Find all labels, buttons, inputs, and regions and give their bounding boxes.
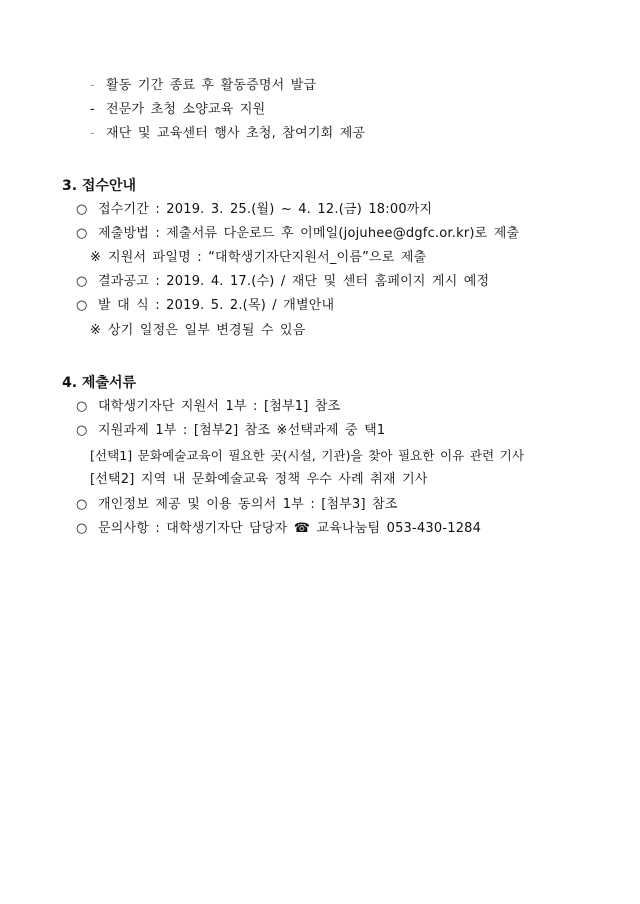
dash-bullet: - (90, 126, 95, 141)
dash-bullet: - (90, 78, 95, 93)
list-item (76, 422, 385, 440)
list-item (76, 297, 334, 315)
note-item (90, 249, 426, 267)
circle-bullet: ○ (76, 497, 88, 512)
circle-bullet: ○ (76, 298, 88, 313)
list-item (76, 398, 340, 416)
list-item-text: 전문가 초청 소양교육 지원 (106, 102, 266, 117)
list-item-text: 대학생기자단 지원서 1부 : [첨부1] 참조 (98, 399, 341, 414)
sub-item (90, 447, 524, 465)
sub-item (90, 471, 428, 489)
note-item (90, 322, 306, 340)
list-item-text: 개인정보 제공 및 이용 동의서 1부 : [첨부3] 참조 (98, 497, 398, 512)
note-text: 지원서 파일명 : “대학생기자단지원서_이름”으로 제출 (108, 250, 427, 265)
circle-bullet: ○ (76, 423, 88, 438)
circle-bullet: ○ (76, 399, 88, 414)
list-item (76, 496, 398, 514)
note-mark: ※ (90, 323, 102, 338)
list-item-text: 결과공고 : 2019. 4. 17.(수) / 재단 및 센터 홈페이지 게시 예정 (98, 274, 490, 289)
note-mark: ※ (90, 250, 102, 265)
list-item-text: 발 대 식 : 2019. 5. 2.(목) / 개별안내 (98, 298, 335, 313)
list-item-text: 접수기간 : 2019. 3. 25.(월) ~ 4. 12.(금) 18:00까지 (98, 202, 433, 217)
circle-bullet: ○ (76, 202, 88, 217)
dash-bullet: - (90, 102, 95, 117)
sub-item-text: [선택1] 문화예술교육이 필요한 곳(시설, 기관)을 찾아 필요한 이유 관련 기사 (90, 448, 524, 463)
list-item (90, 77, 316, 95)
list-item-text: 활동 기간 종료 후 활동증명서 발급 (106, 78, 317, 93)
section-4-title: 4. 제출서류 (62, 375, 137, 391)
list-item (90, 125, 365, 143)
circle-bullet: ○ (76, 226, 88, 241)
list-item-text: 문의사항 : 대학생기자단 담당자 ☎ 교육나눔팀 053-430-1284 (98, 521, 482, 536)
circle-bullet: ○ (76, 274, 88, 289)
circle-bullet: ○ (76, 521, 88, 536)
section-3-title: 3. 접수안내 (62, 178, 137, 194)
list-item-text: 지원과제 1부 : [첨부2] 참조 ※선택과제 중 택1 (98, 423, 386, 438)
list-item-text: 제출방법 : 제출서류 다운로드 후 이메일(jojuhee@dgfc.or.kr)로 제출 (98, 226, 520, 241)
list-item (90, 101, 265, 119)
list-item (76, 201, 432, 219)
list-item (76, 225, 519, 243)
sub-item-text: [선택2] 지역 내 문화예술교육 정책 우수 사례 취재 기사 (90, 472, 428, 487)
note-text: 상기 일정은 일부 변경될 수 있음 (108, 323, 306, 338)
list-item (76, 273, 489, 291)
list-item-text: 재단 및 교육센터 행사 초청, 참여기회 제공 (106, 126, 366, 141)
list-item (76, 520, 481, 538)
